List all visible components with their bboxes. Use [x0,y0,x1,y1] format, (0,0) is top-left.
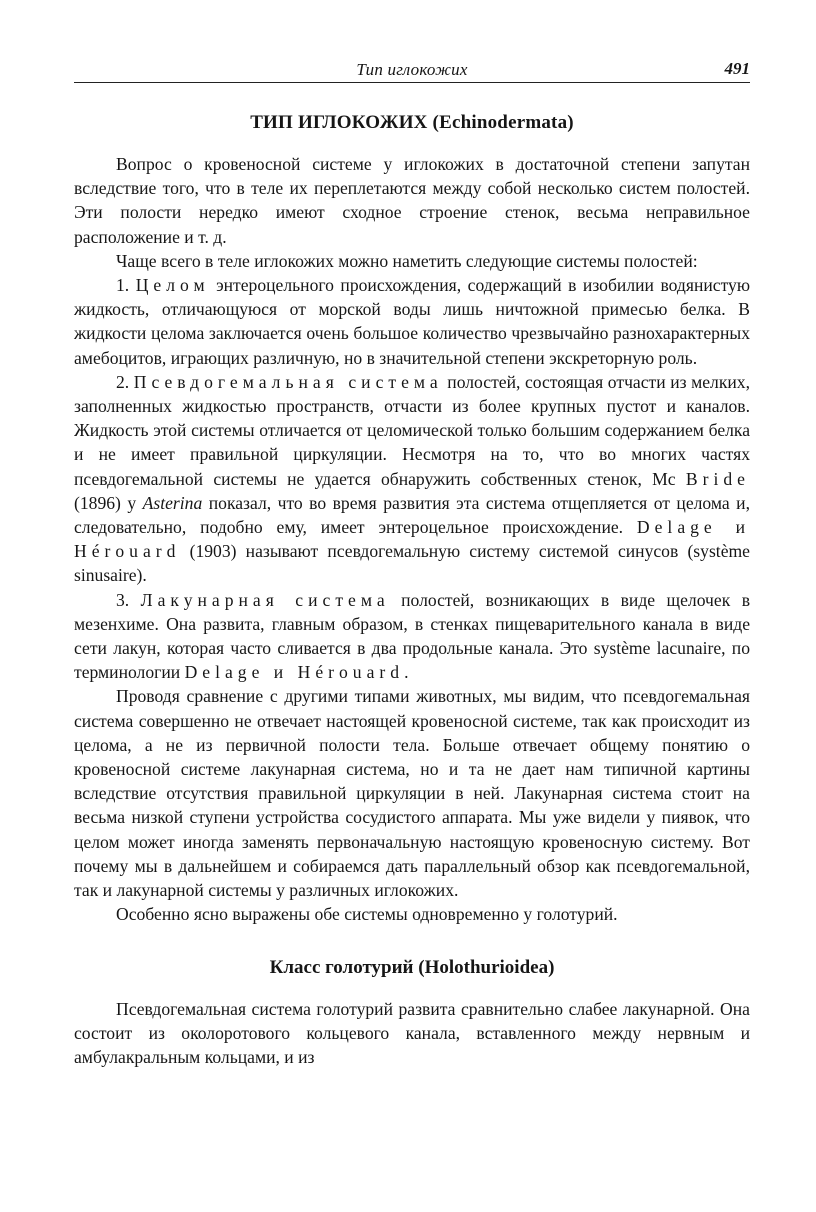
item-text: показал, что во время развития эта система отщепляется от целома и, следовательно, подобно ему, имеет энтероцельное происхождение. [74,492,750,538]
author-delage-herouard: Delage и Hérouard [74,517,750,562]
item-text: полостей, возникающих в виде щелочек в мезенхиме. Она развита, главным образом, в стенках пищеварительного канала в виде сети лакун, которая часто сливается в два продольные канала. Это système lacunaire, по терминологии [74,589,751,683]
list-item-pseudohemal [74,370,750,588]
item-number: 3. [116,589,141,610]
term-lacunar: Лакунарная система [140,589,390,610]
item-number: 2. [116,371,134,392]
author-bride: Bride [685,468,750,489]
running-header [74,56,750,83]
paragraph-holothurian-system: Псевдогемальная система голотурий развита сравнительно слабее лакунарной. Она состоит из околоротового кольцевого канала, вставленного между нервным и амбулакральным кольцами, и из [74,998,750,1067]
term-pseudohemal: Псевдогемальная система [133,371,443,392]
item-text: полостей, состоящая отчасти из мелких, заполненных жидкостью пространств, отчасти из более крупных пустот и каналов. Жидкость этой системы отличается от целомической только большим содержанием белка и не имеет правильной циркуляции. Несмотря на то, что во многих частях псевдогемальной системы не удается обнаружить собственных стенок, Mc [74,371,750,489]
genus-asterina: Asterina [142,492,203,513]
page-body [74,112,750,1069]
section-title-echinodermata: ТИП ИГЛОКОЖИХ (Echinodermata) [250,112,574,133]
paragraph-holothurian-note: Особенно ясно выражены обе системы одновременно у голотурий. [116,904,618,925]
paragraph-comparison: Проводя сравнение с другими типами животных, мы видим, что псевдогемальная система совершенно не отвечает настоящей кровеносной системе, так как происходит из целома, а не из первичной полости тела. Больше отвечает общему понятию о кровеносной системе лакунарная система, но и та не дает нам типичной картины вследствие отсутствия правильной циркуляции в ней. Лакунарная система стоит на весьма низкой ступени устройства сосудистого аппарата. Мы уже видели у пиявок, что целом может иногда заменять первоначальную настоящую кровеносную систему. Вот почему мы в дальнейшем и собираемся дать параллельный обзор как псевдогемальной, так и лакунарной системы у различных иглокожих. [74,686,750,901]
paragraph-intro: Вопрос о кровеносной системе у иглокожих в достаточной степени запутан вследствие того, что в теле их переплетаются между собой несколько систем полостей. Эти полости нередко имеют сходное строение стенок, весьма неправильное расположение и т. д. [74,154,750,247]
section-title-holothurioidea: Класс голотурий (Holothurioidea) [269,956,555,978]
item-text: (1903) называют псевдогемальную систему системой синусов (système sinusaire). [74,541,750,586]
item-number: 1. [116,275,136,296]
item-text: энтероцельного происхождения, содержащий в изобилии водянистую жидкость, отличающуюся от морской воды лишь ничтожной примесью белка. В жидкости целома заключается очень большое количество чрезвычайно разнохарактерных амебоцитов, играющих различную, но в значительной степени экскреторную роль. [74,275,751,368]
paragraph-systems-lead: Чаще всего в теле иглокожих можно наметить следующие системы полостей: [116,250,698,271]
term-coelom: Целом [135,275,210,296]
author-delage-herouard: Delage и Hérouard [184,662,405,683]
list-item-lacunar [74,588,750,685]
item-end: . [404,662,409,683]
running-title: Тип иглокожих [356,60,468,79]
list-item-coelom [74,273,750,370]
item-text: (1896) у [74,492,143,513]
page-number: 491 [724,59,750,78]
